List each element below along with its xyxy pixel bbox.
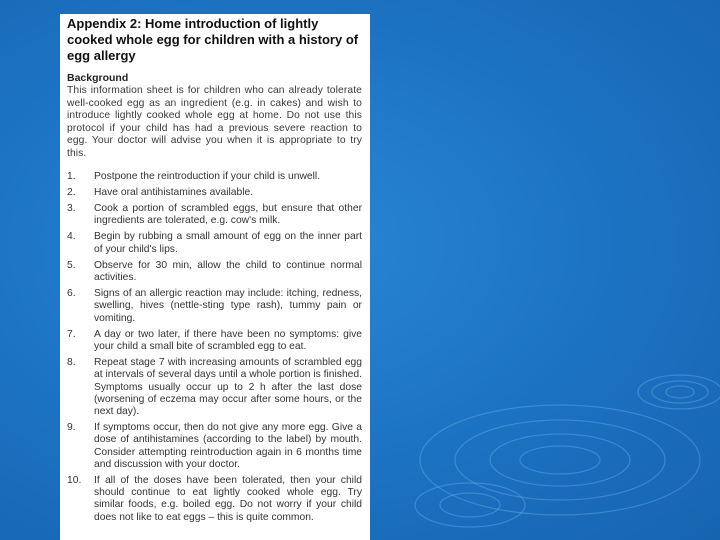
background-paragraph: This information sheet is for children who can already tolerate well-cooked egg as an ingredient (e.g. in cakes) and wish to introduce lightly cooked whole egg at home. Do not use this protocol if your child has had a previous severe reaction to egg. Your doctor will advise you when it is appropriate to try this. [67, 85, 362, 159]
list-item [67, 187, 362, 199]
step-number: 6. [67, 288, 76, 300]
list-item [67, 475, 362, 524]
list-item [67, 422, 362, 471]
step-number: 8. [67, 357, 76, 369]
step-text: Observe for 30 min, allow the child to continue normal activities. [94, 259, 362, 283]
step-number: 3. [67, 202, 76, 214]
list-item [67, 171, 362, 183]
list-item [67, 203, 362, 227]
list-item [67, 288, 362, 325]
step-text: Begin by rubbing a small amount of egg on the inner part of your child's lips. [94, 231, 362, 255]
list-item [67, 260, 362, 284]
step-text: If all of the doses have been tolerated, then your child should continue to eat lightly cooked whole egg. Try similar foods, e.g. boiled egg. Do not worry if your child does not like to eat eggs – this is quite common. [94, 475, 362, 523]
step-text: Cook a portion of scrambled eggs, but ensure that other ingredients are tolerated, e.g. cow's milk. [94, 202, 362, 227]
step-text: Repeat stage 7 with increasing amounts of scrambled egg at intervals of several days until a whole portion is finished. Symptoms usually occur up to 2 h after the last dose (worsening of eczema may occur after some hours, or the next day). [94, 357, 362, 418]
background-heading: Background [67, 72, 129, 84]
list-item [67, 329, 362, 353]
step-text: A day or two later, if there have been no symptoms: give your child a small bite of scrambled egg to eat. [94, 328, 362, 352]
step-number: 7. [67, 328, 76, 340]
step-text: Have oral antihistamines available. [94, 186, 254, 198]
step-number: 10. [67, 475, 82, 487]
document-title: Appendix 2: Home introduction of lightly cooked whole egg for children with a history of egg allergy [67, 16, 359, 63]
step-number: 5. [67, 259, 76, 271]
list-item [67, 357, 362, 418]
step-number: 2. [67, 186, 76, 198]
step-number: 1. [67, 170, 76, 182]
steps-list [67, 171, 362, 524]
document-page [60, 14, 370, 540]
step-text: If symptoms occur, then do not give any more egg. Give a dose of antihistamines (according to the label) by mouth. Consider attempting reintroduction again in 6 months time and discussion with your doctor. [94, 422, 362, 470]
step-number: 4. [67, 231, 76, 243]
step-number: 9. [67, 422, 76, 434]
step-text: Postpone the reintroduction if your child is unwell. [94, 170, 321, 182]
list-item [67, 231, 362, 255]
step-text: Signs of an allergic reaction may include: itching, redness, swelling, hives (nettle-sting type rash), tummy pain or vomiting. [94, 288, 362, 324]
